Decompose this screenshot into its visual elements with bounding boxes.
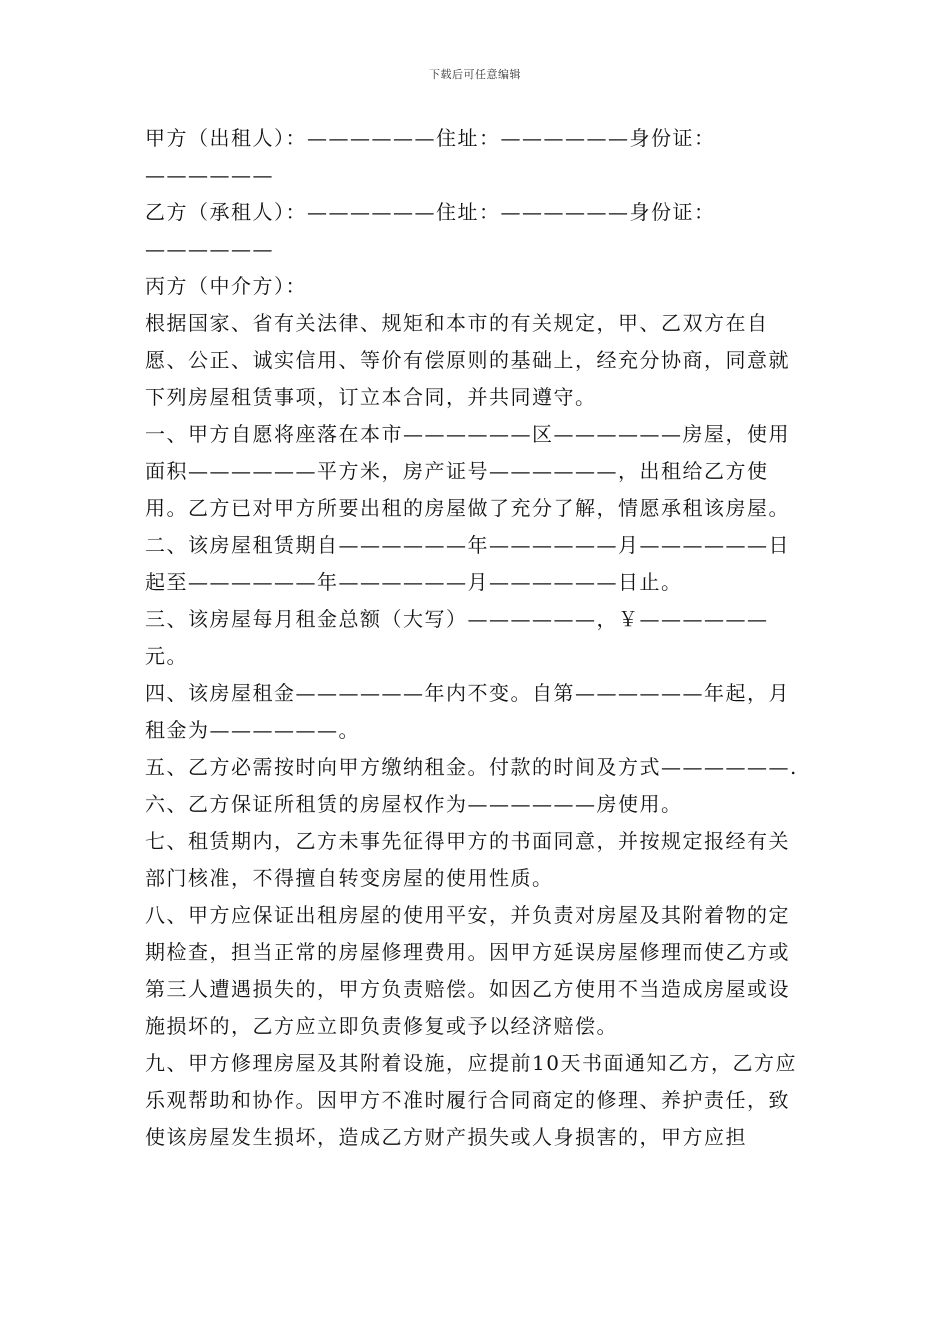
clause-7: 七、租赁期内，乙方未事先征得甲方的书面同意，并按规定报经有关部门核准，不得擅自转变房屋的使用性质。 bbox=[145, 829, 790, 890]
clause-8: 八、甲方应保证出租房屋的使用平安，并负责对房屋及其附着物的定期检查，担当正常的房屋修理费用。因甲方延误房屋修理而使乙方或第三人遭遇损失的，甲方负责赔偿。如因乙方使用不当造成房屋或设施损坏的，乙方应立即负责修复或予以经济赔偿。 bbox=[145, 903, 790, 1038]
clause-4: 四、该房屋租金——————年内不变。自第——————年起，月租金为——————。 bbox=[145, 681, 790, 742]
party-a-line: 甲方（出租人）：——————住址：——————身份证：—————— bbox=[145, 126, 716, 187]
clause-3: 三、该房屋每月租金总额（大写）——————，￥——————元。 bbox=[145, 607, 769, 668]
page-header: 下载后可任意编辑 bbox=[429, 68, 521, 81]
clause-2: 二、该房屋租赁期自——————年——————月——————日起至——————年——————月——————日止。 bbox=[145, 533, 790, 594]
clause-9: 九、甲方修理房屋及其附着设施，应提前10天书面通知乙方，乙方应乐观帮助和协作。因甲方不准时履行合同商定的修理、养护责任，致使该房屋发生损坏，造成乙方财产损失或人身损害的，甲方应担 bbox=[145, 1051, 797, 1149]
contract-body bbox=[145, 120, 810, 1156]
clause-6: 六、乙方保证所租赁的房屋权作为——————房使用。 bbox=[145, 792, 683, 816]
party-c-line: 丙方（中介方）： bbox=[145, 274, 307, 298]
preamble-paragraph: 根据国家、省有关法律、规矩和本市的有关规定，甲、乙双方在自愿、公正、诚实信用、等价有偿原则的基础上，经充分协商，同意就下列房屋租赁事项，订立本合同，并共同遵守。 bbox=[145, 311, 790, 409]
clause-1: 一、甲方自愿将座落在本市——————区——————房屋，使用面积——————平方米，房产证号——————，出租给乙方使用。乙方已对甲方所要出租的房屋做了充分了解，情愿承租该房屋。 bbox=[145, 422, 790, 520]
party-b-line: 乙方（承租人）：——————住址：——————身份证：—————— bbox=[145, 200, 716, 261]
clause-5: 五、乙方必需按时向甲方缴纳租金。付款的时间及方式——————. bbox=[145, 755, 798, 779]
